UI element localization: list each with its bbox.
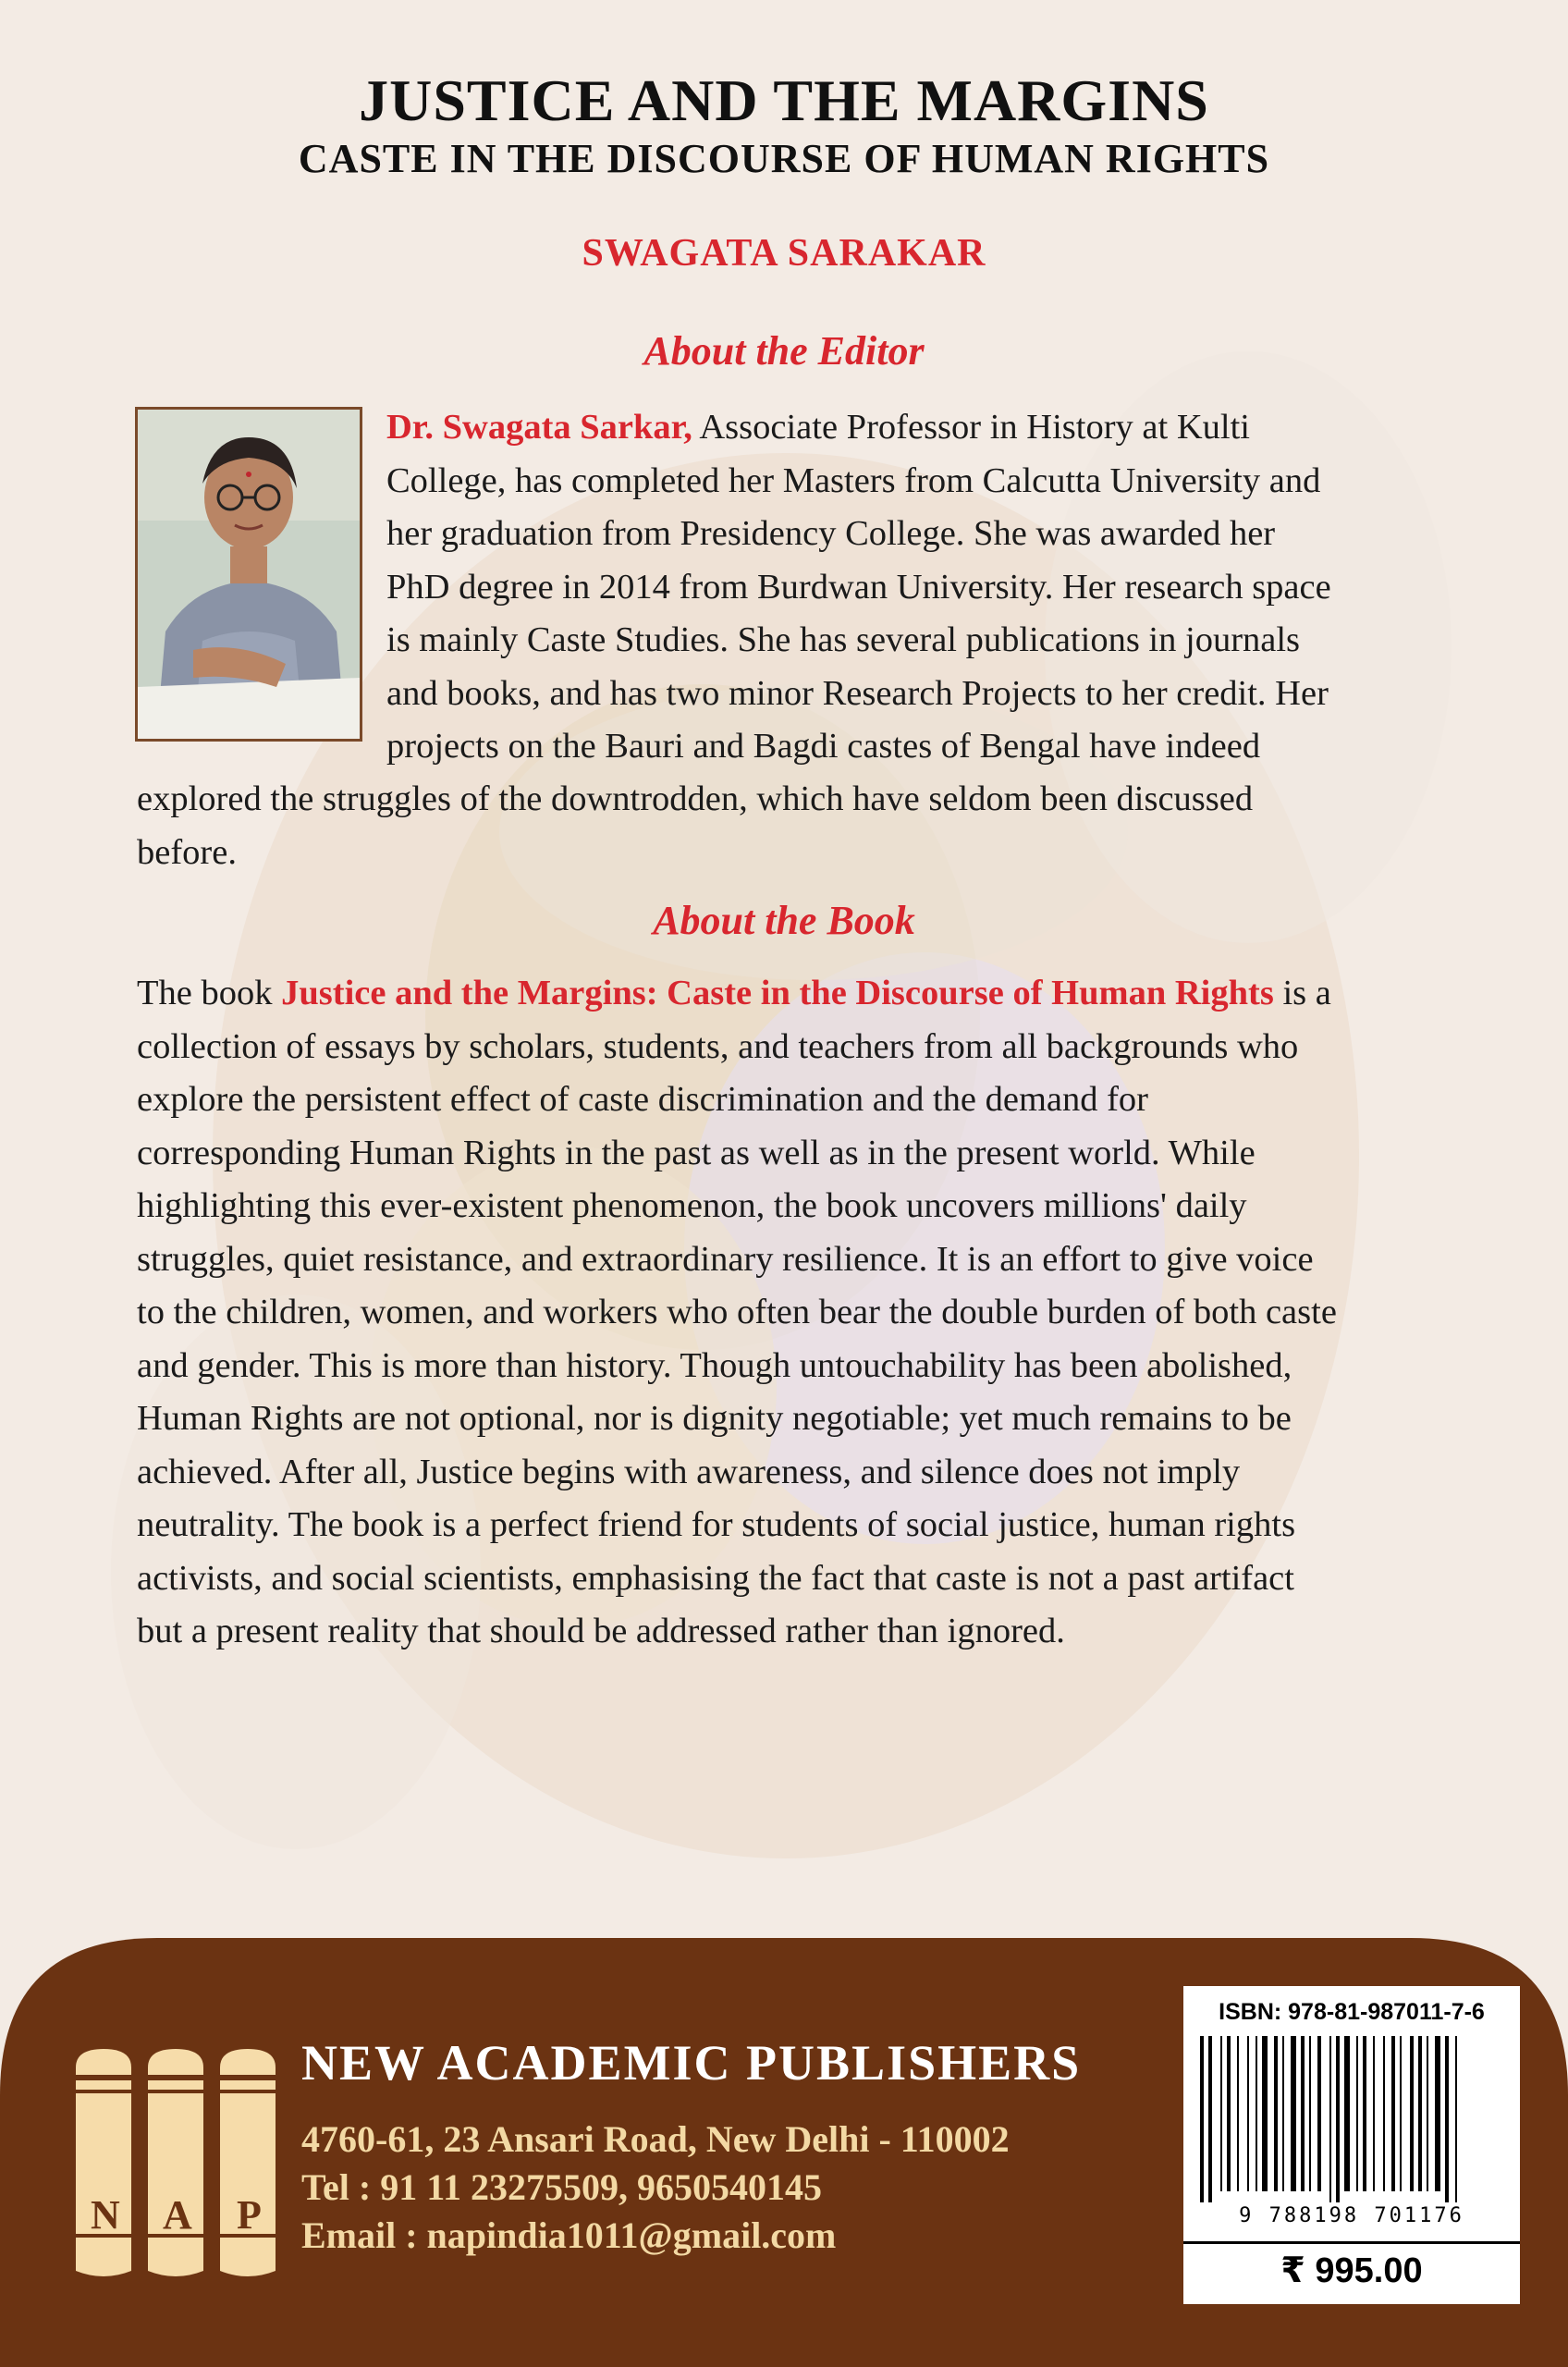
barcode-bar xyxy=(1455,2036,1457,2202)
author-name: SWAGATA SARAKAR xyxy=(582,232,986,275)
barcode-icon xyxy=(1183,2030,1520,2206)
nap-logo-icon xyxy=(76,2049,276,2276)
about-editor-heading: About the Editor xyxy=(643,328,925,374)
barcode-bar xyxy=(1336,2036,1340,2202)
about-book-heading: About the Book xyxy=(653,898,915,943)
barcode-bar xyxy=(1220,2036,1222,2191)
barcode-bar xyxy=(1208,2036,1212,2202)
book-desc-line-6: to the children, women, and workers who often bear the double burden of both caste xyxy=(137,1293,1337,1331)
isbn-text: ISBN: 978-81-987011-7-6 xyxy=(1219,1999,1485,2025)
editor-bio-line-1: Associate Professor in History at Kulti xyxy=(699,408,1250,447)
publisher-address: 4760-61, 23 Ansari Road, New Delhi - 110002 xyxy=(301,2118,1010,2160)
barcode-bar xyxy=(1317,2036,1321,2191)
editor-name: Dr. Swagata Sarkar, xyxy=(386,408,692,447)
publisher-email: Email : napindia1011@gmail.com xyxy=(301,2214,837,2256)
barcode-bar xyxy=(1356,2036,1358,2191)
barcode-bar xyxy=(1427,2036,1428,2191)
barcode-bar xyxy=(1363,2036,1366,2191)
book-title: JUSTICE AND THE MARGINS xyxy=(359,67,1209,133)
logo-letter-n: N xyxy=(91,2192,120,2238)
editor-bio-line-7: projects on the Bauri and Bagdi castes of Bengal have indeed xyxy=(386,727,1261,766)
book-desc-prefix: The book xyxy=(137,974,282,1012)
barcode-bar xyxy=(1391,2036,1395,2191)
editor-bio-line-2: College, has completed her Masters from Calcutta University and xyxy=(386,460,1321,500)
editor-photo xyxy=(135,407,362,742)
book-desc-line-4: highlighting this ever-existent phenomenon, the book uncovers millions' daily xyxy=(137,1186,1247,1225)
book-desc-line-3: corresponding Human Rights in the past as well as in the present world. While xyxy=(137,1133,1256,1172)
barcode-bar xyxy=(1329,2036,1331,2202)
barcode-bar xyxy=(1445,2036,1449,2202)
editor-bio-line-3: her graduation from Presidency College. She was awarded her xyxy=(386,514,1276,553)
barcode-bar xyxy=(1237,2036,1239,2191)
barcode-bar xyxy=(1435,2036,1440,2191)
book-desc-line-8: Human Rights are not optional, nor is dignity negotiable; yet much remains to be xyxy=(137,1399,1292,1438)
book-desc-line-5: struggles, quiet resistance, and extraordinary resilience. It is an effort to give voice xyxy=(137,1239,1314,1279)
editor-bio-line-6: and books, and has two minor Research Projects to her credit. Her xyxy=(386,673,1329,713)
barcode-bar xyxy=(1373,2036,1375,2191)
barcode-bar xyxy=(1256,2036,1257,2191)
barcode-bar xyxy=(1282,2036,1284,2191)
logo-letter-a: A xyxy=(163,2192,192,2238)
barcode-bar xyxy=(1301,2036,1305,2191)
barcode-bar xyxy=(1410,2036,1414,2191)
editor-bio-line-9: before. xyxy=(137,832,237,872)
book-desc-line-9: achieved. After all, Justice begins with awareness, and silence does not imply xyxy=(137,1452,1241,1491)
barcode-bar xyxy=(1400,2036,1402,2191)
book-desc-line-12: but a present reality that should be addressed rather than ignored. xyxy=(137,1612,1065,1650)
editor-bio-line-4: PhD degree in 2014 from Burdwan University. Her research space xyxy=(386,567,1331,607)
barcode-bar xyxy=(1227,2036,1231,2191)
book-desc-line-11: activists, and social scientists, emphasising the fact that caste is not a past artifact xyxy=(137,1558,1294,1598)
price: ₹ 995.00 xyxy=(1183,2241,1520,2291)
barcode-bar xyxy=(1274,2036,1278,2191)
barcode-bar xyxy=(1291,2036,1296,2191)
editor-bio-line-8: explored the struggles of the downtrodden, which have seldom been discussed xyxy=(137,779,1254,818)
book-desc-suffix: is a xyxy=(1273,974,1331,1012)
barcode-bar xyxy=(1383,2036,1385,2191)
editor-bio-continued xyxy=(137,773,1446,879)
editor-bio-wrap xyxy=(386,401,1446,774)
publisher-tel: Tel : 91 11 23275509, 9650540145 xyxy=(301,2166,822,2208)
editor-bio-line-5: is mainly Caste Studies. She has several publications in journals xyxy=(386,620,1301,659)
book-desc-line-1: collection of essays by scholars, students, and teachers from all backgrounds who xyxy=(137,1026,1299,1066)
book-description xyxy=(137,967,1446,1659)
barcode-digits: 9 788198 701176 xyxy=(1239,2204,1464,2227)
book-desc-line-2: explore the persistent effect of caste discrimination and the demand for xyxy=(137,1080,1148,1119)
book-desc-line-7: and gender. This is more than history. Though untouchability has been abolished, xyxy=(137,1345,1292,1385)
barcode-bar xyxy=(1418,2036,1422,2191)
barcode-bar xyxy=(1309,2036,1311,2191)
barcode-bar xyxy=(1344,2036,1350,2191)
logo-letter-p: P xyxy=(237,2192,262,2238)
book-desc-line-10: neutrality. The book is a perfect friend for students of social justice, human rights xyxy=(137,1505,1296,1544)
barcode-box xyxy=(1183,1986,1520,2304)
barcode-bar xyxy=(1247,2036,1249,2191)
publisher-name: NEW ACADEMIC PUBLISHERS xyxy=(301,2035,1082,2091)
book-desc-title: Justice and the Margins: Caste in the Discourse of Human Rights xyxy=(281,974,1274,1012)
barcode-bar xyxy=(1200,2036,1204,2202)
book-subtitle: CASTE IN THE DISCOURSE OF HUMAN RIGHTS xyxy=(298,136,1270,181)
barcode-bar xyxy=(1262,2036,1268,2191)
